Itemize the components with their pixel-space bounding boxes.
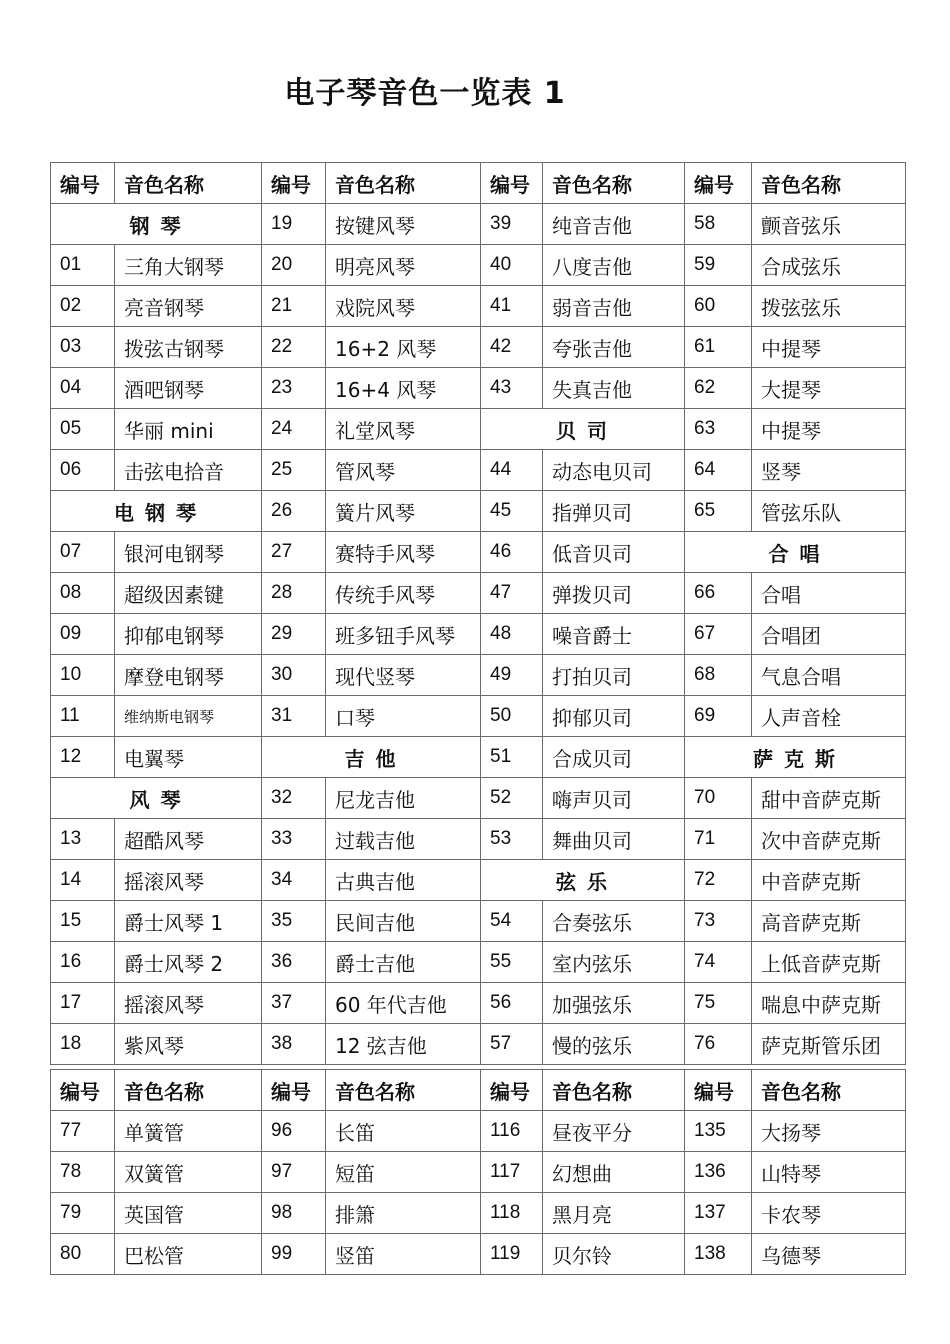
table-header-row <box>51 163 906 204</box>
timbre-number: 07 <box>51 532 115 573</box>
timbre-number: 27 <box>262 532 326 573</box>
timbre-number: 55 <box>481 942 543 983</box>
timbre-name: 八度吉他 <box>543 245 685 286</box>
timbre-name: 纯音吉他 <box>543 204 685 245</box>
timbre-number: 68 <box>685 655 752 696</box>
timbre-number: 52 <box>481 778 543 819</box>
table-row <box>51 368 906 409</box>
header-num: 编号 <box>262 1070 326 1111</box>
timbre-name: 大提琴 <box>752 368 906 409</box>
header-name: 音色名称 <box>752 1070 906 1111</box>
timbre-number: 57 <box>481 1024 543 1065</box>
timbre-number: 99 <box>262 1234 326 1275</box>
timbre-number: 06 <box>51 450 115 491</box>
timbre-number: 11 <box>51 696 115 737</box>
timbre-table-2 <box>50 1069 906 1275</box>
timbre-name: 爵士风琴 1 <box>115 901 262 942</box>
timbre-name: 管风琴 <box>326 450 481 491</box>
timbre-name: 古典吉他 <box>326 860 481 901</box>
timbre-name: 16+4 风琴 <box>326 368 481 409</box>
timbre-number: 56 <box>481 983 543 1024</box>
timbre-name: 指弹贝司 <box>543 491 685 532</box>
timbre-number: 30 <box>262 655 326 696</box>
timbre-number: 40 <box>481 245 543 286</box>
timbre-name: 赛特手风琴 <box>326 532 481 573</box>
timbre-name: 戏院风琴 <box>326 286 481 327</box>
table-row <box>51 819 906 860</box>
timbre-table-1 <box>50 162 906 1065</box>
header-num: 编号 <box>51 1070 115 1111</box>
timbre-name: 长笛 <box>326 1111 481 1152</box>
timbre-number: 20 <box>262 245 326 286</box>
timbre-name: 颤音弦乐 <box>752 204 906 245</box>
table-row <box>51 1234 906 1275</box>
timbre-name: 嗨声贝司 <box>543 778 685 819</box>
timbre-name: 噪音爵士 <box>543 614 685 655</box>
timbre-name: 人声音栓 <box>752 696 906 737</box>
timbre-name: 口琴 <box>326 696 481 737</box>
timbre-number: 25 <box>262 450 326 491</box>
timbre-number: 23 <box>262 368 326 409</box>
timbre-name: 拨弦古钢琴 <box>115 327 262 368</box>
timbre-number: 14 <box>51 860 115 901</box>
table-row <box>51 573 906 614</box>
table-row <box>51 901 906 942</box>
timbre-number: 118 <box>481 1193 543 1234</box>
timbre-number: 01 <box>51 245 115 286</box>
timbre-name: 现代竖琴 <box>326 655 481 696</box>
timbre-number: 53 <box>481 819 543 860</box>
timbre-number: 137 <box>685 1193 752 1234</box>
table-row <box>51 696 906 737</box>
table-row <box>51 1024 906 1065</box>
timbre-number: 03 <box>51 327 115 368</box>
timbre-number: 33 <box>262 819 326 860</box>
timbre-number: 50 <box>481 696 543 737</box>
header-name: 音色名称 <box>543 1070 685 1111</box>
timbre-number: 66 <box>685 573 752 614</box>
timbre-name: 黑月亮 <box>543 1193 685 1234</box>
table-row <box>51 1193 906 1234</box>
timbre-name: 高音萨克斯 <box>752 901 906 942</box>
timbre-number: 36 <box>262 942 326 983</box>
timbre-number: 02 <box>51 286 115 327</box>
timbre-name: 礼堂风琴 <box>326 409 481 450</box>
timbre-name: 次中音萨克斯 <box>752 819 906 860</box>
timbre-name: 打拍贝司 <box>543 655 685 696</box>
timbre-name: 超级因素键 <box>115 573 262 614</box>
timbre-number: 96 <box>262 1111 326 1152</box>
timbre-name: 管弦乐队 <box>752 491 906 532</box>
timbre-number: 75 <box>685 983 752 1024</box>
timbre-name: 拨弦弦乐 <box>752 286 906 327</box>
timbre-name: 维纳斯电钢琴 <box>115 696 262 737</box>
timbre-number: 45 <box>481 491 543 532</box>
timbre-name: 喘息中萨克斯 <box>752 983 906 1024</box>
timbre-name: 爵士吉他 <box>326 942 481 983</box>
table-header-row <box>51 1070 906 1111</box>
timbre-number: 48 <box>481 614 543 655</box>
timbre-name: 弱音吉他 <box>543 286 685 327</box>
table-row <box>51 532 906 573</box>
timbre-name: 民间吉他 <box>326 901 481 942</box>
timbre-name: 贝尔铃 <box>543 1234 685 1275</box>
timbre-name: 单簧管 <box>115 1111 262 1152</box>
timbre-name: 尼龙吉他 <box>326 778 481 819</box>
timbre-number: 58 <box>685 204 752 245</box>
timbre-number: 17 <box>51 983 115 1024</box>
timbre-name: 合唱 <box>752 573 906 614</box>
timbre-name: 低音贝司 <box>543 532 685 573</box>
timbre-name: 爵士风琴 2 <box>115 942 262 983</box>
timbre-name: 按键风琴 <box>326 204 481 245</box>
timbre-name: 12 弦吉他 <box>326 1024 481 1065</box>
timbre-number: 54 <box>481 901 543 942</box>
table-row <box>51 491 906 532</box>
timbre-number: 135 <box>685 1111 752 1152</box>
table-row <box>51 655 906 696</box>
timbre-name: 乌德琴 <box>752 1234 906 1275</box>
timbre-name: 加强弦乐 <box>543 983 685 1024</box>
timbre-name: 班多钮手风琴 <box>326 614 481 655</box>
timbre-name: 紫风琴 <box>115 1024 262 1065</box>
timbre-number: 41 <box>481 286 543 327</box>
table-row <box>51 737 906 778</box>
table-row <box>51 778 906 819</box>
table-row <box>51 1111 906 1152</box>
timbre-name: 击弦电拾音 <box>115 450 262 491</box>
timbre-name: 萨克斯管乐团 <box>752 1024 906 1065</box>
timbre-name: 舞曲贝司 <box>543 819 685 860</box>
timbre-name: 双簧管 <box>115 1152 262 1193</box>
section-heading: 风 琴 <box>51 778 262 819</box>
timbre-number: 13 <box>51 819 115 860</box>
timbre-number: 116 <box>481 1111 543 1152</box>
timbre-name: 过载吉他 <box>326 819 481 860</box>
timbre-number: 63 <box>685 409 752 450</box>
section-heading: 弦 乐 <box>481 860 685 901</box>
timbre-number: 59 <box>685 245 752 286</box>
timbre-number: 39 <box>481 204 543 245</box>
timbre-name: 16+2 风琴 <box>326 327 481 368</box>
timbre-name: 排箫 <box>326 1193 481 1234</box>
table-row <box>51 450 906 491</box>
timbre-name: 电翼琴 <box>115 737 262 778</box>
header-num: 编号 <box>51 163 115 204</box>
timbre-number: 08 <box>51 573 115 614</box>
section-heading: 合 唱 <box>685 532 906 573</box>
timbre-name: 弹拨贝司 <box>543 573 685 614</box>
timbre-name: 摇滚风琴 <box>115 860 262 901</box>
header-name: 音色名称 <box>326 163 481 204</box>
section-heading: 电 钢 琴 <box>51 491 262 532</box>
timbre-name: 动态电贝司 <box>543 450 685 491</box>
timbre-name: 昼夜平分 <box>543 1111 685 1152</box>
timbre-name: 失真吉他 <box>543 368 685 409</box>
timbre-name: 上低音萨克斯 <box>752 942 906 983</box>
table-row <box>51 245 906 286</box>
timbre-name: 巴松管 <box>115 1234 262 1275</box>
timbre-number: 51 <box>481 737 543 778</box>
timbre-name: 合成贝司 <box>543 737 685 778</box>
timbre-name: 明亮风琴 <box>326 245 481 286</box>
timbre-number: 21 <box>262 286 326 327</box>
timbre-number: 47 <box>481 573 543 614</box>
timbre-number: 77 <box>51 1111 115 1152</box>
header-num: 编号 <box>481 1070 543 1111</box>
timbre-name: 抑郁电钢琴 <box>115 614 262 655</box>
table-row <box>51 983 906 1024</box>
timbre-number: 64 <box>685 450 752 491</box>
timbre-number: 70 <box>685 778 752 819</box>
table-row <box>51 614 906 655</box>
timbre-name: 超酷风琴 <box>115 819 262 860</box>
timbre-number: 138 <box>685 1234 752 1275</box>
timbre-name: 室内弦乐 <box>543 942 685 983</box>
timbre-number: 15 <box>51 901 115 942</box>
table-row <box>51 327 906 368</box>
timbre-number: 24 <box>262 409 326 450</box>
timbre-number: 12 <box>51 737 115 778</box>
timbre-name: 亮音钢琴 <box>115 286 262 327</box>
timbre-number: 09 <box>51 614 115 655</box>
page-title: 电子琴音色一览表 1 <box>284 76 566 111</box>
timbre-number: 74 <box>685 942 752 983</box>
timbre-number: 71 <box>685 819 752 860</box>
header-name: 音色名称 <box>115 163 262 204</box>
timbre-name: 酒吧钢琴 <box>115 368 262 409</box>
timbre-name: 气息合唱 <box>752 655 906 696</box>
timbre-name: 夸张吉他 <box>543 327 685 368</box>
table-row <box>51 409 906 450</box>
timbre-name: 甜中音萨克斯 <box>752 778 906 819</box>
timbre-number: 37 <box>262 983 326 1024</box>
timbre-number: 19 <box>262 204 326 245</box>
section-heading: 钢 琴 <box>51 204 262 245</box>
timbre-name: 竖琴 <box>752 450 906 491</box>
timbre-name: 竖笛 <box>326 1234 481 1275</box>
header-num: 编号 <box>262 163 326 204</box>
timbre-number: 60 <box>685 286 752 327</box>
timbre-number: 05 <box>51 409 115 450</box>
timbre-number: 44 <box>481 450 543 491</box>
table-row <box>51 1152 906 1193</box>
header-name: 音色名称 <box>326 1070 481 1111</box>
timbre-name: 合成弦乐 <box>752 245 906 286</box>
timbre-name: 三角大钢琴 <box>115 245 262 286</box>
timbre-number: 49 <box>481 655 543 696</box>
timbre-number: 32 <box>262 778 326 819</box>
timbre-name: 华丽 mini <box>115 409 262 450</box>
timbre-name: 中提琴 <box>752 327 906 368</box>
timbre-number: 04 <box>51 368 115 409</box>
timbre-number: 35 <box>262 901 326 942</box>
header-name: 音色名称 <box>543 163 685 204</box>
timbre-number: 72 <box>685 860 752 901</box>
timbre-name: 摇滚风琴 <box>115 983 262 1024</box>
table-row <box>51 942 906 983</box>
section-heading: 贝 司 <box>481 409 685 450</box>
timbre-number: 42 <box>481 327 543 368</box>
timbre-number: 18 <box>51 1024 115 1065</box>
timbre-name: 银河电钢琴 <box>115 532 262 573</box>
section-heading: 萨 克 斯 <box>685 737 906 778</box>
section-heading: 吉 他 <box>262 737 481 778</box>
table-row <box>51 204 906 245</box>
timbre-number: 28 <box>262 573 326 614</box>
header-num: 编号 <box>481 163 543 204</box>
timbre-name: 合唱团 <box>752 614 906 655</box>
timbre-name: 英国管 <box>115 1193 262 1234</box>
timbre-number: 97 <box>262 1152 326 1193</box>
timbre-name: 幻想曲 <box>543 1152 685 1193</box>
timbre-number: 67 <box>685 614 752 655</box>
timbre-number: 10 <box>51 655 115 696</box>
timbre-number: 16 <box>51 942 115 983</box>
header-num: 编号 <box>685 1070 752 1111</box>
timbre-name: 中提琴 <box>752 409 906 450</box>
timbre-number: 29 <box>262 614 326 655</box>
header-num: 编号 <box>685 163 752 204</box>
timbre-name: 大扬琴 <box>752 1111 906 1152</box>
header-name: 音色名称 <box>115 1070 262 1111</box>
timbre-name: 卡农琴 <box>752 1193 906 1234</box>
timbre-name: 山特琴 <box>752 1152 906 1193</box>
timbre-name: 摩登电钢琴 <box>115 655 262 696</box>
timbre-number: 43 <box>481 368 543 409</box>
table-row <box>51 286 906 327</box>
header-name: 音色名称 <box>752 163 906 204</box>
timbre-name: 合奏弦乐 <box>543 901 685 942</box>
timbre-number: 65 <box>685 491 752 532</box>
timbre-number: 26 <box>262 491 326 532</box>
timbre-number: 119 <box>481 1234 543 1275</box>
timbre-number: 136 <box>685 1152 752 1193</box>
timbre-name: 传统手风琴 <box>326 573 481 614</box>
timbre-number: 117 <box>481 1152 543 1193</box>
timbre-number: 62 <box>685 368 752 409</box>
timbre-number: 76 <box>685 1024 752 1065</box>
timbre-number: 73 <box>685 901 752 942</box>
timbre-name: 中音萨克斯 <box>752 860 906 901</box>
timbre-number: 98 <box>262 1193 326 1234</box>
timbre-number: 38 <box>262 1024 326 1065</box>
timbre-number: 80 <box>51 1234 115 1275</box>
timbre-number: 61 <box>685 327 752 368</box>
timbre-number: 79 <box>51 1193 115 1234</box>
timbre-number: 31 <box>262 696 326 737</box>
timbre-number: 46 <box>481 532 543 573</box>
timbre-number: 34 <box>262 860 326 901</box>
timbre-number: 22 <box>262 327 326 368</box>
table-row <box>51 860 906 901</box>
timbre-number: 69 <box>685 696 752 737</box>
timbre-number: 78 <box>51 1152 115 1193</box>
timbre-name: 簧片风琴 <box>326 491 481 532</box>
timbre-name: 慢的弦乐 <box>543 1024 685 1065</box>
timbre-name: 抑郁贝司 <box>543 696 685 737</box>
timbre-name: 短笛 <box>326 1152 481 1193</box>
timbre-name: 60 年代吉他 <box>326 983 481 1024</box>
